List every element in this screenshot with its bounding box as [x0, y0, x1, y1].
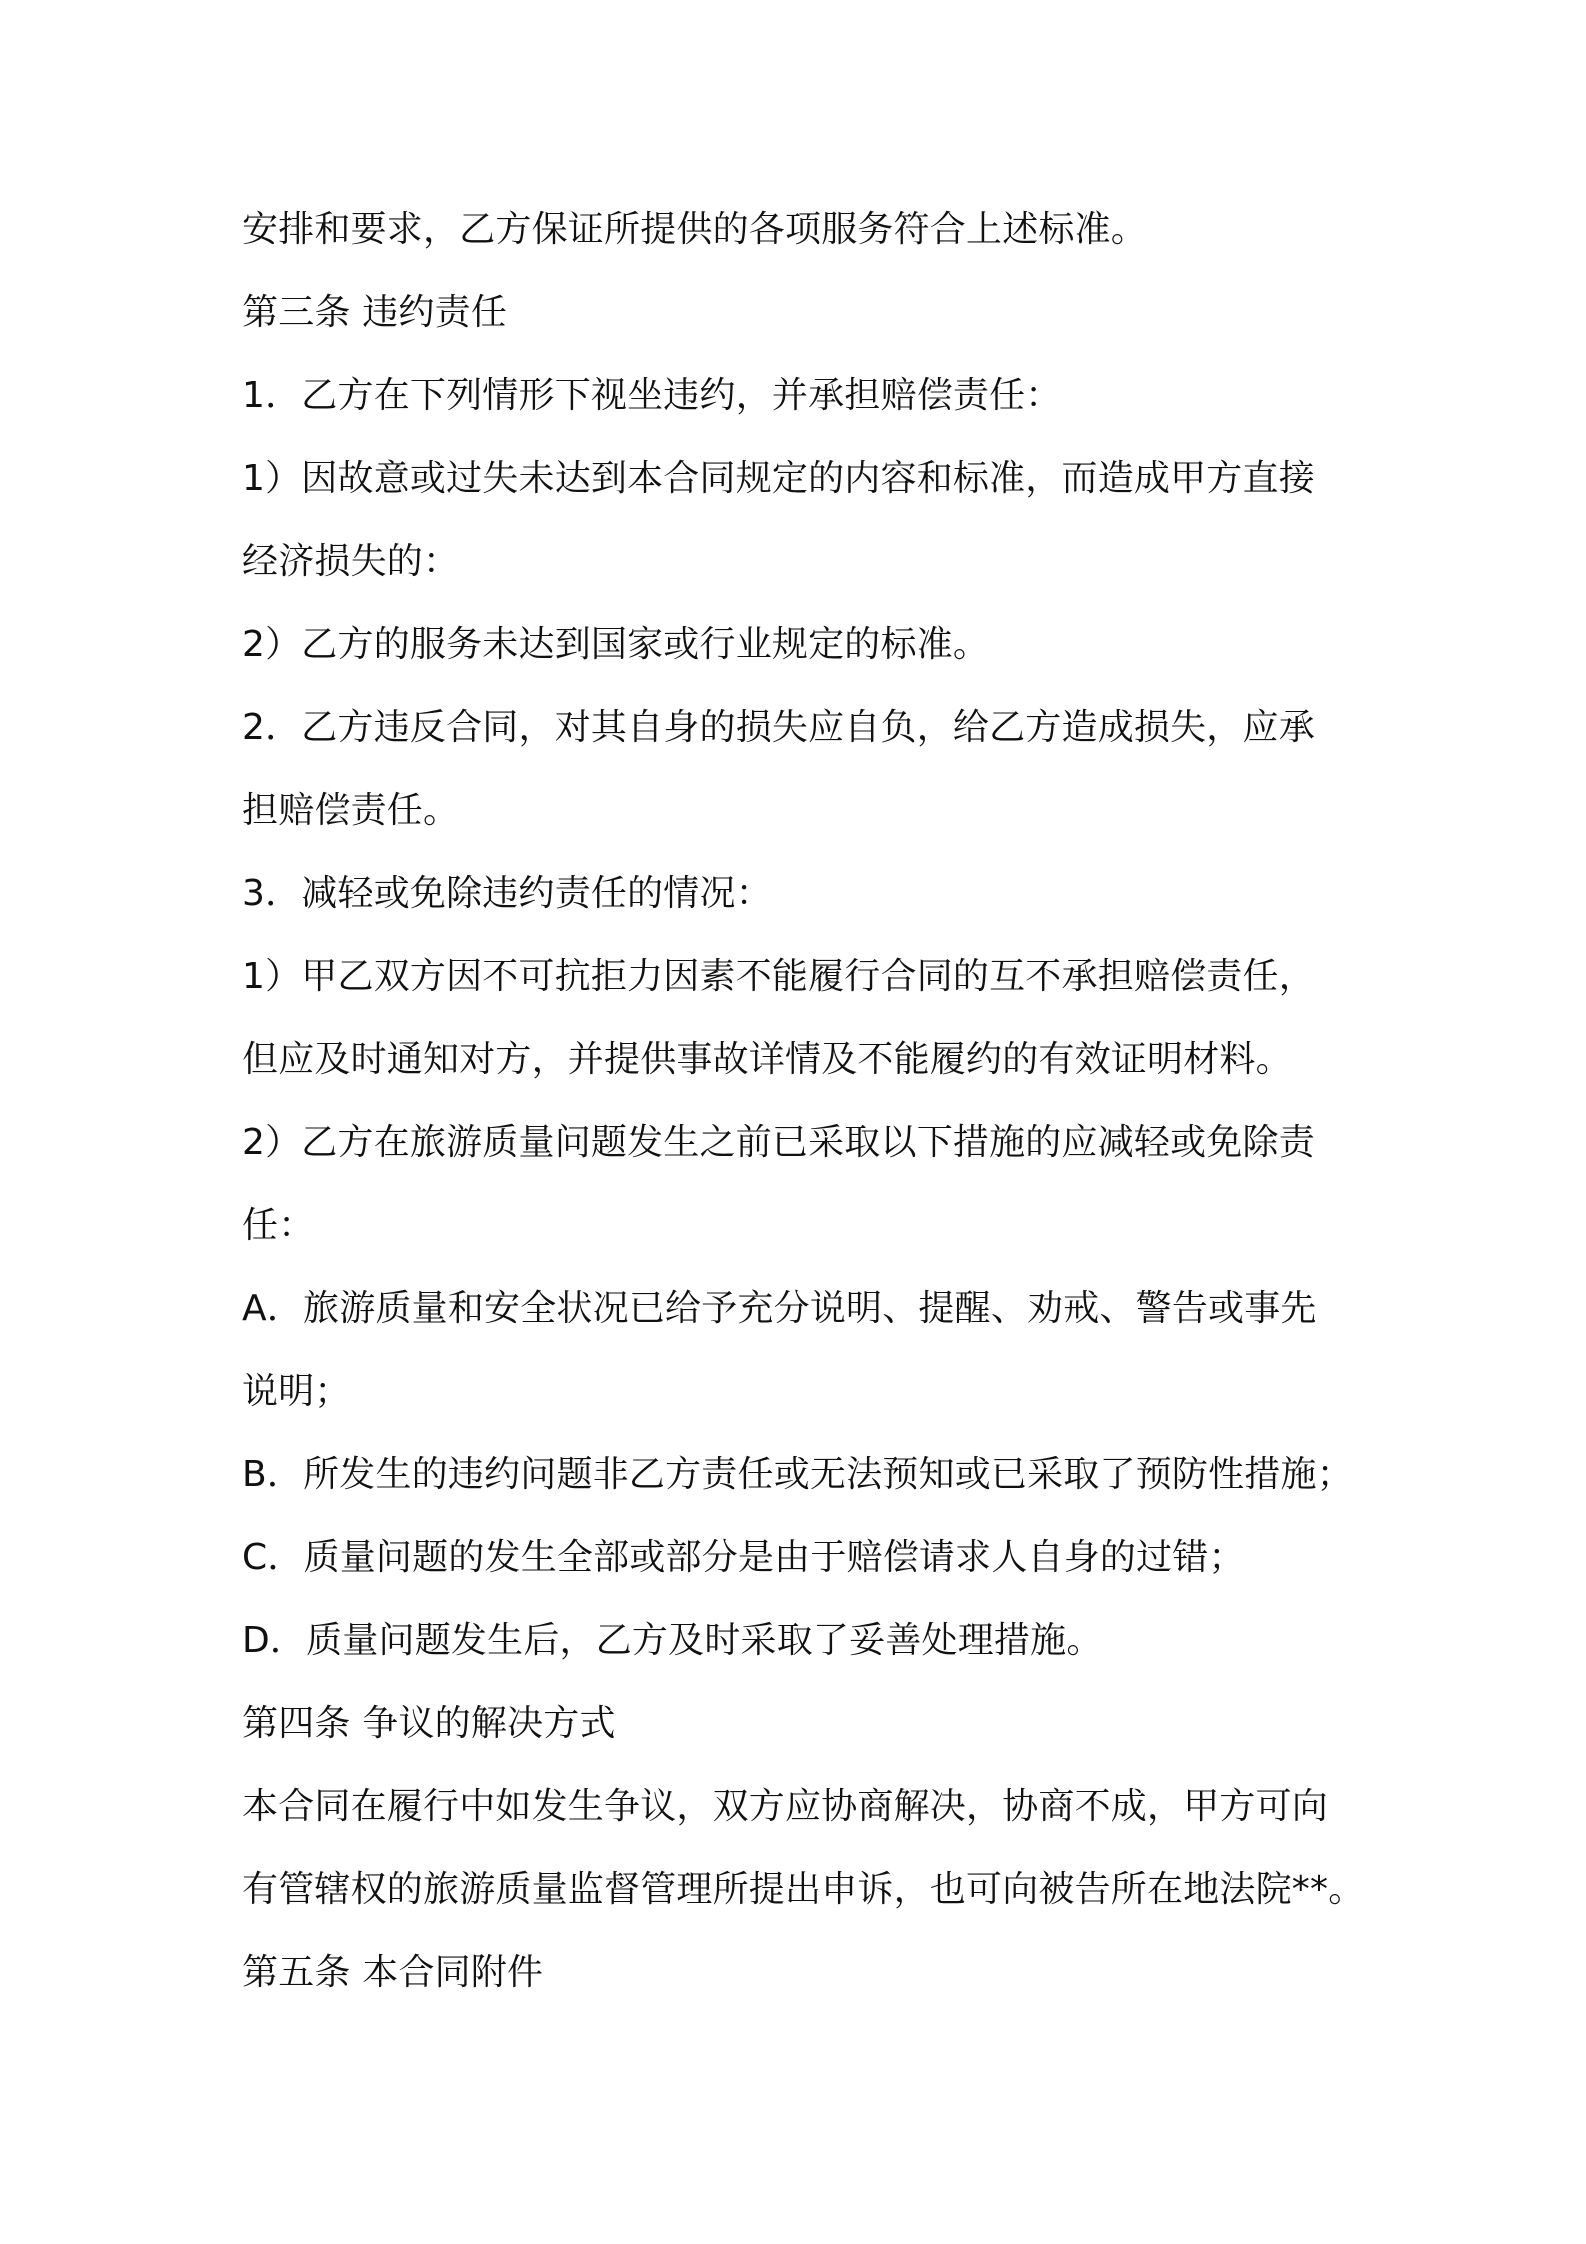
section-heading-article-3: 第三条 违约责任 [242, 292, 508, 333]
paragraph-line: 1．乙方在下列情形下视坐违约，并承担赔偿责任： [242, 375, 1062, 416]
document-body [242, 198, 1382, 2024]
section-heading-article-4: 第四条 争议的解决方式 [242, 1703, 616, 1744]
paragraph-line: C．质量问题的发生全部或部分是由于赔偿请求人自身的过错； [242, 1537, 1245, 1578]
paragraph-line: B．所发生的违约问题非乙方责任或无法预知或已采取了预防性措施； [242, 1454, 1353, 1495]
paragraph-line: 本合同在履行中如发生争议，双方应协商解决，协商不成，甲方可向 [242, 1786, 1329, 1827]
section-heading-article-5: 第五条 本合同附件 [242, 1952, 544, 1993]
paragraph-line: 2）乙方在旅游质量问题发生之前已采取以下措施的应减轻或免除责 [242, 1122, 1315, 1163]
paragraph-line: 说明； [242, 1371, 351, 1412]
paragraph-line: 有管辖权的旅游质量监督管理所提出申诉，也可向被告所在地法院**。 [242, 1869, 1365, 1910]
paragraph-line: 3．减轻或免除违约责任的情况： [242, 873, 772, 914]
paragraph-line: A．旅游质量和安全状况已给予充分说明、提醒、劝戒、警告或事先 [242, 1288, 1317, 1329]
paragraph-line: 担赔偿责任。 [242, 790, 460, 831]
paragraph-line: 1）甲乙双方因不可抗拒力因素不能履行合同的互不承担赔偿责任， [242, 956, 1315, 997]
paragraph-line: D．质量问题发生后，乙方及时采取了妥善处理措施。 [242, 1620, 1103, 1661]
paragraph-line: 2）乙方的服务未达到国家或行业规定的标准。 [242, 624, 990, 665]
paragraph-line: 经济损失的： [242, 541, 460, 582]
paragraph-line: 1）因故意或过失未达到本合同规定的内容和标准，而造成甲方直接 [242, 458, 1315, 499]
paragraph-line: 安排和要求，乙方保证所提供的各项服务符合上述标准。 [242, 209, 1148, 250]
paragraph-line: 但应及时通知对方，并提供事故详情及不能履约的有效证明材料。 [242, 1039, 1292, 1080]
paragraph-line: 2．乙方违反合同，对其自身的损失应自负，给乙方造成损失，应承 [242, 707, 1315, 748]
paragraph-line: 任： [242, 1205, 315, 1246]
